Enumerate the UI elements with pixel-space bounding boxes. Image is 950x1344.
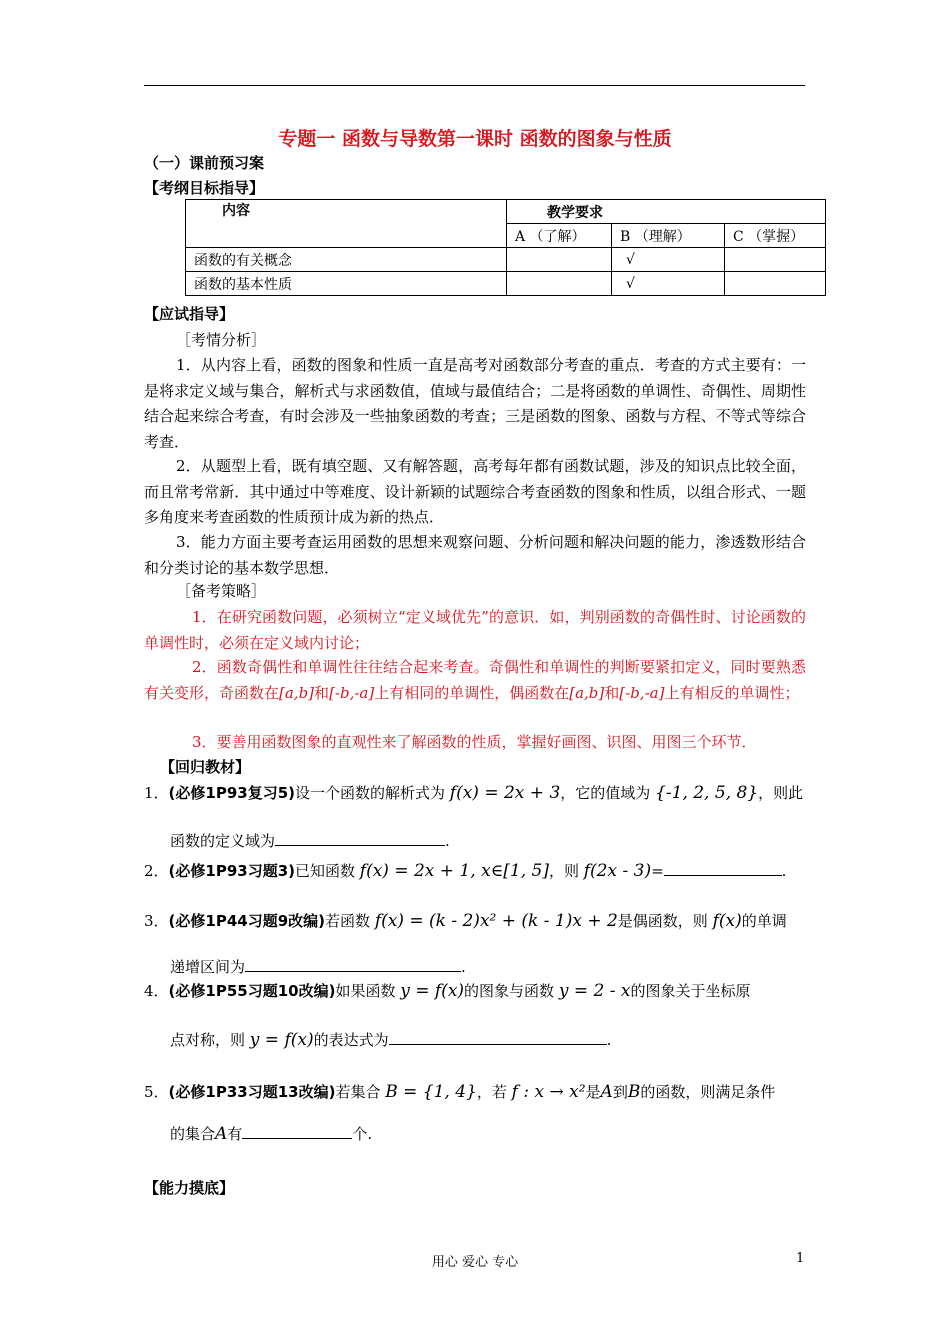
question-text: 到	[612, 1083, 628, 1101]
strategy-heading: ［备考策略］	[176, 582, 267, 600]
exam-guide-heading: 【应试指导】	[144, 305, 235, 323]
question-text: .	[781, 862, 787, 880]
math-interval: [-b,-a]	[619, 683, 665, 702]
question-text: 若集合	[335, 1083, 381, 1101]
table-header-b: B （理解）	[612, 224, 725, 248]
answer-blank[interactable]	[242, 1124, 352, 1139]
table-cell	[725, 272, 826, 296]
requirements-table	[185, 199, 826, 296]
question-text: 有	[227, 1125, 243, 1143]
question-2	[144, 860, 786, 881]
strategy-paragraph-3: 3．要善用函数图象的直观性来了解函数的性质，掌握好画图、识图、用图三个环节．	[192, 733, 757, 751]
table-header-content: 内容	[186, 200, 507, 248]
question-text: 是	[585, 1083, 601, 1101]
math-set: {-1, 2, 5, 8}	[655, 783, 759, 803]
page-number: 1	[796, 1251, 805, 1266]
question-1-line-2	[170, 830, 450, 851]
analysis-heading: ［考情分析］	[176, 331, 267, 349]
math-interval: [a,b]	[569, 683, 605, 702]
question-text: =	[651, 862, 664, 880]
table-cell	[507, 248, 612, 272]
table-cell	[725, 248, 826, 272]
question-text: 是偶函数，则	[617, 912, 708, 930]
answer-blank[interactable]	[275, 831, 445, 846]
question-5	[144, 1081, 775, 1102]
strategy-text: 和	[314, 683, 330, 702]
question-source: (必修1P44习题9改编)	[168, 912, 326, 930]
question-4-line-2	[170, 1029, 611, 1050]
ability-heading: 【能力摸底】	[144, 1179, 235, 1197]
question-text: .	[461, 958, 466, 976]
table-cell: 函数的基本性质	[186, 272, 507, 296]
question-text: 个.	[352, 1125, 373, 1143]
table-header-c: C （掌握）	[725, 224, 826, 248]
section-heading: （一）课前预习案	[144, 154, 265, 172]
answer-blank[interactable]	[389, 1030, 607, 1045]
question-text: ，它的值域为	[560, 784, 651, 802]
question-number: 5．	[144, 1083, 169, 1101]
page-title: 专题一 函数与导数第一课时 函数的图象与性质	[278, 128, 672, 150]
math-formula: y = 2 - x	[558, 981, 631, 1001]
strategy-paragraph-1: 1．在研究函数问题，必须树立“定义域优先”的意识．如，判别函数的奇偶性时、讨论函数的单调性时，必须在定义域内讨论；	[144, 608, 806, 652]
math-formula: f(x) = 2x + 3	[449, 783, 561, 803]
math-formula: f(x) = (k - 2)x² + (k - 1)x + 2	[374, 911, 618, 931]
question-text: 的图象与函数	[464, 982, 555, 1000]
question-text: 递增区间为	[170, 958, 246, 976]
question-number: 2．	[144, 862, 169, 880]
outline-heading: 【考纲目标指导】	[144, 179, 265, 197]
math-symbol: B	[627, 1082, 641, 1102]
question-text: 若函数	[325, 912, 371, 930]
table-row	[186, 272, 826, 296]
question-1	[144, 782, 803, 803]
math-formula: y = f(x)	[400, 981, 465, 1001]
question-source: (必修1P55习题10改编)	[168, 982, 336, 1000]
analysis-paragraph-1: 1．从内容上看，函数的图象和性质一直是高考对函数部分考查的重点．考查的方式主要有：一是将求定义域与集合，解析式与求函数值，值域与最值结合；二是将函数的单调性、奇偶性、周期性结合起来综合考查，有时会涉及一些抽象函数的考查；三是函数的图象、函数与方程、不等式等综合考查．	[144, 356, 806, 451]
math-symbol: A	[215, 1124, 228, 1144]
question-text: 的单调	[741, 912, 787, 930]
strategy-text: 上有相反的单调性；	[664, 683, 800, 702]
question-source: (必修1P93习题3)	[168, 862, 295, 880]
table-cell: √	[612, 248, 725, 272]
math-formula: f(2x - 3)	[583, 861, 652, 881]
header-rule	[144, 85, 805, 86]
question-text: ，若	[476, 1083, 507, 1101]
question-5-line-2	[170, 1123, 372, 1144]
math-formula: y = f(x)	[249, 1030, 314, 1050]
strategy-text: 和	[604, 683, 620, 702]
question-text: 已知函数	[295, 862, 356, 880]
question-text: ，则此	[758, 784, 804, 802]
question-number: 4．	[144, 982, 169, 1000]
question-text: .	[445, 832, 450, 850]
table-header-a: A （了解）	[507, 224, 612, 248]
page-footer: 用心 爱心 专心	[431, 1255, 519, 1270]
question-text: 函数的定义域为	[170, 832, 276, 850]
table-cell: √	[612, 272, 725, 296]
strategy-text: 2．函数奇偶性和单调性往往结合起来考查。奇偶性和单调性的判断要紧扣定义，同时要熟悉有关变形，奇函数在	[144, 658, 806, 702]
question-source: (必修1P33习题13改编)	[168, 1083, 336, 1101]
math-interval: [-b,-a]	[329, 683, 375, 702]
question-text: 如果函数	[335, 982, 396, 1000]
math-symbol: A	[600, 1082, 613, 1102]
textbook-heading: 【回归教材】	[160, 758, 251, 776]
question-number: 1．	[144, 784, 169, 802]
math-formula: f(x) = 2x + 1, x∈[1, 5]	[359, 861, 549, 881]
question-text: 的函数，则满足条件	[640, 1083, 776, 1101]
table-cell	[507, 272, 612, 296]
table-header-requirement: 教学要求	[507, 200, 826, 224]
question-source: (必修1P93复习5)	[168, 784, 295, 802]
question-text: 设一个函数的解析式为	[295, 784, 446, 802]
question-3-line-2	[170, 956, 466, 977]
question-text: 的表达式为	[313, 1031, 389, 1049]
question-text: 点对称，则	[170, 1031, 246, 1049]
analysis-paragraph-2: 2．从题型上看，既有填空题、又有解答题，高考每年都有函数试题，涉及的知识点比较全面，而且常考常新．其中通过中等难度、设计新颖的试题综合考查函数的图象和性质，以组合形式、一题多角度来考查函数的性质预计成为新的热点．	[144, 457, 806, 526]
question-text: ，则	[548, 862, 579, 880]
answer-blank[interactable]	[245, 957, 461, 972]
math-formula: f : x → x²	[511, 1082, 586, 1102]
question-text: .	[606, 1031, 612, 1049]
table-row	[186, 248, 826, 272]
question-number: 3．	[144, 912, 169, 930]
analysis-paragraph-3: 3．能力方面主要考查运用函数的思想来观察问题、分析问题和解决问题的能力，渗透数形结合和分类讨论的基本数学思想．	[144, 533, 806, 577]
answer-blank[interactable]	[664, 861, 782, 876]
math-set: B = {1, 4}	[385, 1082, 477, 1102]
question-3	[144, 910, 787, 931]
math-interval: [a,b]	[279, 683, 315, 702]
table-cell: 函数的有关概念	[186, 248, 507, 272]
question-text: 的集合	[170, 1125, 216, 1143]
strategy-text: 上有相同的单调性，偶函数在	[374, 683, 570, 702]
math-formula: f(x)	[712, 911, 742, 931]
question-4	[144, 980, 750, 1001]
strategy-paragraph-2	[144, 655, 806, 706]
question-text: 的图象关于坐标原	[630, 982, 751, 1000]
